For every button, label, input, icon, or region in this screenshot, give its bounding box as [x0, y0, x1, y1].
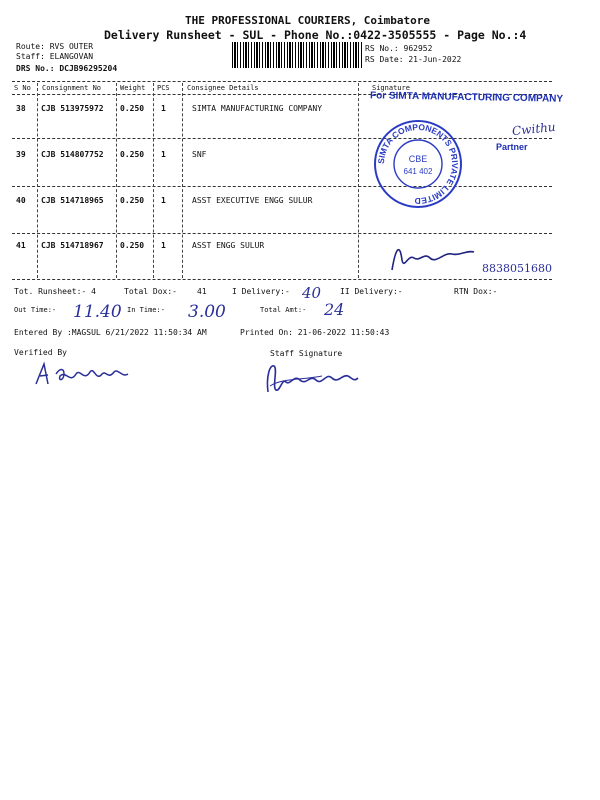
col-sep [182, 83, 183, 278]
in-time-label: In Time:- [127, 306, 165, 314]
row-pcs: 1 [161, 150, 166, 159]
row-consignee: SIMTA MANUFACTURING COMPANY [192, 104, 323, 113]
seal-center-pin: 641 402 [403, 167, 433, 176]
rtn-dox-label: RTN Dox:- [454, 287, 498, 296]
round-seal [372, 118, 464, 210]
tot-runsheet: Tot. Runsheet:- 4 [14, 287, 96, 296]
row-consignee: ASST EXECUTIVE ENGG SULUR [192, 196, 313, 205]
runsheet-subtitle: Delivery Runsheet - SUL - Phone No.:0422-3505555 - Page No.:4 [104, 28, 527, 42]
staff-label: Staff: ELANGOVAN [16, 52, 94, 61]
row-pcs: 1 [161, 104, 166, 113]
row-consignee: ASST ENGG SULUR [192, 241, 265, 250]
row-rule [12, 138, 552, 139]
row-consignment: CJB 513975972 [41, 104, 104, 113]
col-sno: S No [14, 84, 31, 92]
col-consignment: Consignment No [42, 84, 102, 92]
row-consignment: CJB 514807752 [41, 150, 104, 159]
row-weight: 0.250 [120, 150, 145, 159]
stamp-signature: Cwithu [511, 119, 557, 139]
company-stamp: For SIMTA MANUFACTURING COMPANY [369, 90, 564, 105]
row-sno: 38 [16, 104, 26, 113]
verified-by-label: Verified By [14, 348, 67, 357]
receiver-signature [388, 240, 478, 274]
col-pcs: PCS [157, 84, 170, 92]
printed-on: Printed On: 21-06-2022 11:50:43 [240, 328, 390, 337]
col-sep [37, 83, 38, 278]
row-pcs: 1 [161, 196, 166, 205]
staff-signature [262, 358, 362, 398]
row-sno: 41 [16, 241, 26, 250]
verifier-signature [30, 360, 140, 390]
seal-center-text: CBE [408, 154, 428, 164]
row-sno: 40 [16, 196, 26, 205]
row-rule [12, 186, 552, 187]
col-consignee: Consignee Details [187, 84, 259, 92]
ii-delivery-label: II Delivery:- [340, 287, 403, 296]
row-rule [12, 233, 552, 234]
row-sno: 39 [16, 150, 26, 159]
total-dox-label: Total Dox:- [124, 287, 177, 296]
row-consignment: CJB 514718967 [41, 241, 104, 250]
out-time-label: Out Time:- [14, 306, 57, 314]
total-amt-label: Total Amt:- [260, 306, 307, 314]
table-bottom-rule [12, 279, 552, 280]
row-weight: 0.250 [120, 196, 145, 205]
partner-label: Partner [496, 142, 528, 152]
col-sep [153, 83, 154, 278]
rs-number: RS No.: 962952 [365, 44, 433, 53]
i-delivery-label: I Delivery:- [232, 287, 290, 296]
company-title: THE PROFESSIONAL COURIERS, Coimbatore [185, 14, 431, 27]
staff-signature-label: Staff Signature [270, 349, 343, 358]
route-label: Route: RVS OUTER [16, 42, 94, 51]
col-signature: Signature [372, 84, 410, 92]
row-consignment: CJB 514718965 [41, 196, 104, 205]
col-sep [358, 83, 359, 278]
total-dox-value: 41 [197, 287, 207, 296]
row-pcs: 1 [161, 241, 166, 250]
out-time-value: 11.40 [73, 302, 122, 322]
rs-date: RS Date: 21-Jun-2022 [365, 55, 462, 64]
i-delivery-value: 40 [302, 284, 322, 302]
total-amt-value: 24 [324, 300, 345, 319]
in-time-value: 3.00 [188, 302, 226, 322]
phone-number: 8838051680 [482, 262, 552, 275]
row-weight: 0.250 [120, 104, 145, 113]
drs-number: DRS No.: DCJB96295204 [16, 64, 118, 73]
barcode [232, 42, 362, 68]
col-sep [116, 83, 117, 278]
row-weight: 0.250 [120, 241, 145, 250]
entered-by: Entered By :MAGSUL 6/21/2022 11:50:34 AM [14, 328, 207, 337]
table-top-rule [12, 81, 552, 82]
col-weight: Weight [120, 84, 146, 92]
row-consignee: SNF [192, 150, 207, 159]
seal-ring-text: SIMTA COMPONENTS PRIVATE LIMITED [375, 121, 461, 207]
